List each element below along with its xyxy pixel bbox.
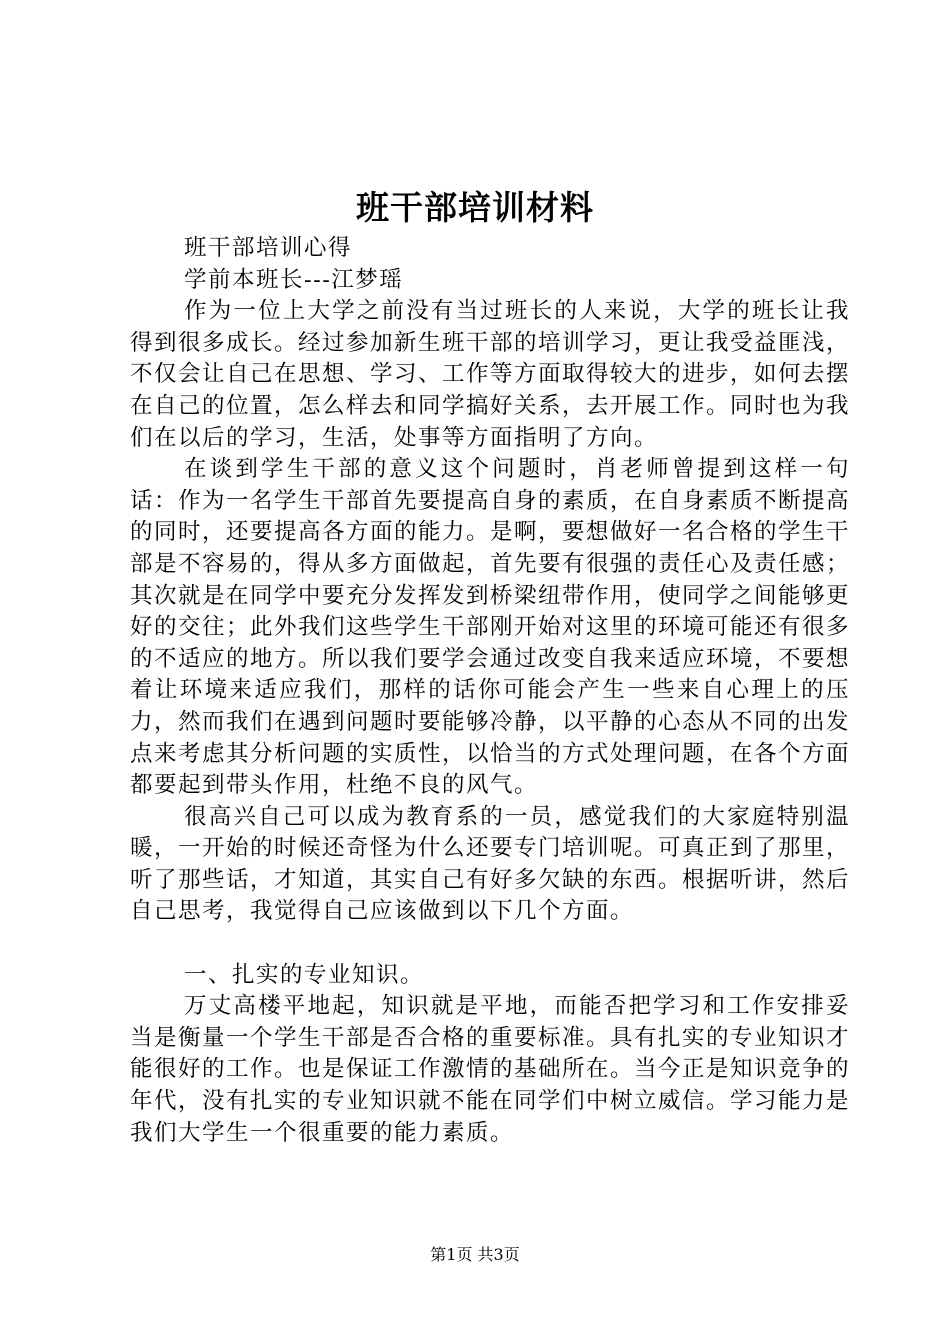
body-paragraph: 在谈到学生干部的意义这个问题时，肖老师曾提到这样一句话：作为一名学生干部首先要提高自身的素质，在自身素质不断提高的同时，还要提高各方面的能力。是啊，要想做好一名合格的学生干部是不容易的，得从多方面做起，首先要有很强的责任心及责任感；其次就是在同学中要充分发挥发到桥梁纽带作用，使同学之间能够更好的交往；此外我们这些学生干部刚开始对这里的环境可能还有很多的不适应的地方。所以我们要学会通过改变自我来适应环境，不要想着让环境来适应我们，那样的话你可能会产生一些来自心理上的压力，然而我们在遇到问题时要能够冷静，以平静的心态从不同的出发点来考虑其分析问题的实质性，以恰当的方式处理问题，在各个方面都要起到带头作用，杜绝不良的风气。 [130, 456, 851, 799]
subtitle-paragraph: 班干部培训心得 [184, 235, 353, 261]
document-body [130, 233, 850, 1149]
section-heading: 一、扎实的专业知识。 [184, 961, 425, 988]
body-paragraph: 作为一位上大学之前没有当过班长的人来说，大学的班长让我得到很多成长。经过参加新生班干部的培训学习，更让我受益匪浅，不仅会让自己在思想、学习、工作等方面取得较大的进步，如何去摆在自己的位置，怎么样去和同学搞好关系，去开展工作。同时也为我们在以后的学习，生活，处事等方面指明了方向。 [130, 298, 851, 451]
author-paragraph: 学前本班长---江梦瑶 [184, 266, 404, 293]
page-number: 第1页 共3页 [430, 1245, 520, 1264]
body-paragraph: 万丈高楼平地起，知识就是平地，而能否把学习和工作安排妥当是衡量一个学生干部是否合格的重要标准。具有扎实的专业知识才能很好的工作。也是保证工作激情的基础所在。当今正是知识竞争的年代，没有扎实的专业知识就不能在同学们中树立威信。学习能力是我们大学生一个很重要的能力素质。 [130, 993, 851, 1146]
body-paragraph: 很高兴自己可以成为教育系的一员，感觉我们的大家庭特别温暖，一开始的时候还奇怪为什么还要专门培训呢。可真正到了那里，听了那些话，才知道，其实自己有好多欠缺的东西。根据听讲，然后自己思考，我觉得自己应该做到以下几个方面。 [130, 803, 851, 925]
document-title: 班干部培训材料 [356, 188, 594, 227]
paragraph-gap [130, 928, 850, 960]
